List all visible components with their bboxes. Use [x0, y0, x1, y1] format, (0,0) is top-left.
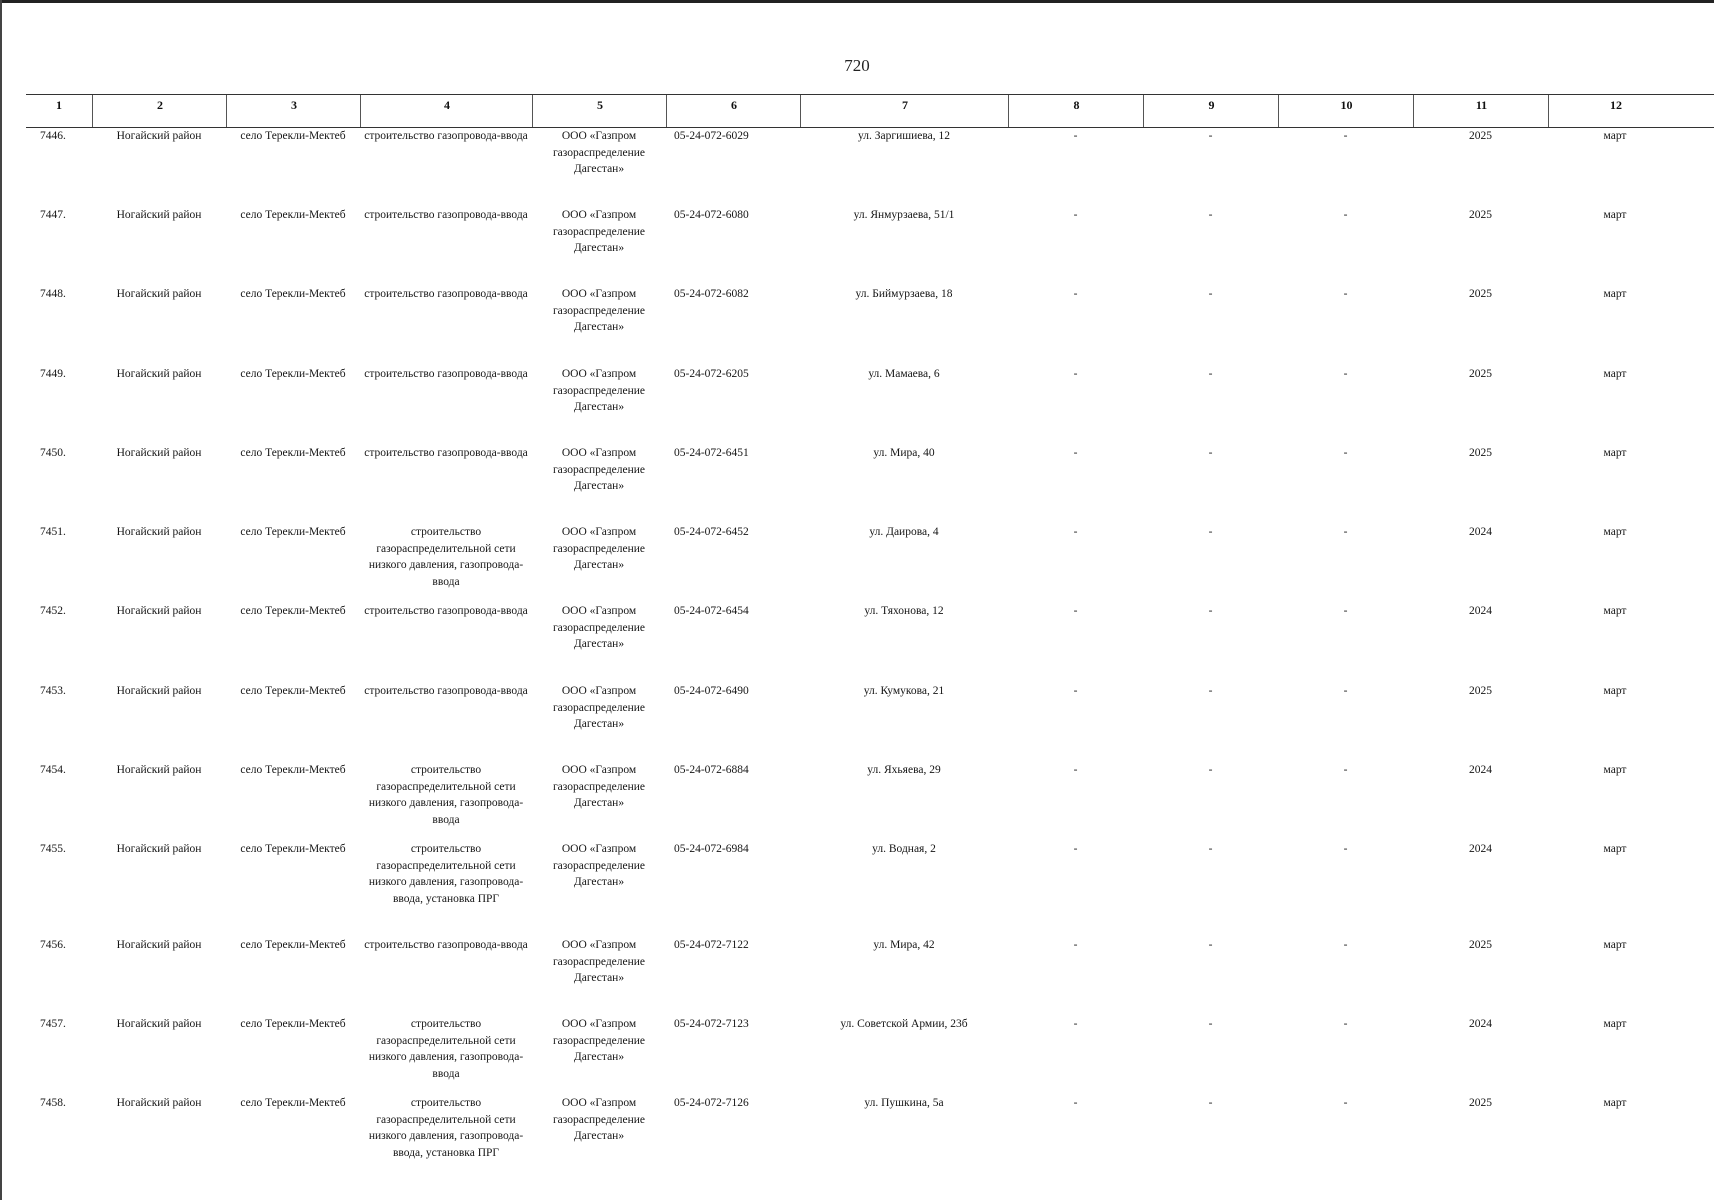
year-cell: 2025	[1469, 130, 1492, 142]
month-cell: март	[1603, 939, 1627, 951]
month-cell: март	[1603, 209, 1627, 221]
column-header-10: 10	[1278, 95, 1414, 127]
scan-edge-left	[0, 0, 2, 1200]
cadastral-code-cell: 05-24-072-6884	[674, 764, 749, 776]
cadastral-code-cell: 05-24-072-6490	[674, 685, 749, 697]
year-cell: 2025	[1469, 288, 1492, 300]
district-cell: Ногайский район	[116, 764, 202, 776]
row-number: 7457.	[40, 1018, 66, 1030]
row-number: 7455.	[40, 843, 66, 855]
cadastral-code-cell: 05-24-072-6205	[674, 368, 749, 380]
address-cell: ул. Мира, 40	[873, 447, 935, 459]
column8-cell: -	[1073, 1018, 1078, 1030]
row-number: 7456.	[40, 939, 66, 951]
cadastral-code-cell: 05-24-072-7122	[674, 939, 749, 951]
address-cell: ул. Советской Армии, 23б	[840, 1018, 968, 1030]
settlement-cell: село Терекли-Мектеб	[240, 288, 346, 300]
year-cell: 2024	[1469, 843, 1492, 855]
column8-cell: -	[1073, 605, 1078, 617]
address-cell: ул. Даирова, 4	[869, 526, 939, 538]
work-description-cell: строительство газопровода-ввода	[364, 447, 528, 459]
column-header-3: 3	[226, 95, 361, 127]
address-cell: ул. Кумукова, 21	[863, 685, 945, 697]
column8-cell: -	[1073, 209, 1078, 221]
work-description-cell: строительство газопровода-ввода	[364, 368, 528, 380]
column-header-11: 11	[1413, 95, 1549, 127]
table-header-row	[26, 94, 1714, 128]
column10-cell: -	[1343, 764, 1348, 776]
column8-cell: -	[1073, 368, 1078, 380]
month-cell: март	[1603, 605, 1627, 617]
column8-cell: -	[1073, 447, 1078, 459]
column8-cell: -	[1073, 130, 1078, 142]
month-cell: март	[1603, 447, 1627, 459]
year-cell: 2025	[1469, 209, 1492, 221]
cadastral-code-cell: 05-24-072-7126	[674, 1097, 749, 1109]
column-header-2: 2	[92, 95, 227, 127]
address-cell: ул. Биймурзаева, 18	[855, 288, 953, 300]
cadastral-code-cell: 05-24-072-6452	[674, 526, 749, 538]
column9-cell: -	[1208, 843, 1213, 855]
settlement-cell: село Терекли-Мектеб	[240, 1097, 346, 1109]
column9-cell: -	[1208, 288, 1213, 300]
cadastral-code-cell: 05-24-072-7123	[674, 1018, 749, 1030]
row-number: 7448.	[40, 288, 66, 300]
work-description-cell: строительство газопровода-ввода	[364, 130, 528, 142]
settlement-cell: село Терекли-Мектеб	[240, 368, 346, 380]
column10-cell: -	[1343, 209, 1348, 221]
address-cell: ул. Мира, 42	[873, 939, 935, 951]
district-cell: Ногайский район	[116, 605, 202, 617]
column-header-1: 1	[56, 98, 62, 112]
settlement-cell: село Терекли-Мектеб	[240, 939, 346, 951]
column8-cell: -	[1073, 939, 1078, 951]
work-description-cell: строительство газопровода-ввода	[364, 605, 528, 617]
row-number: 7458.	[40, 1097, 66, 1109]
district-cell: Ногайский район	[116, 130, 202, 142]
address-cell: ул. Тяхонова, 12	[864, 605, 944, 617]
column8-cell: -	[1073, 843, 1078, 855]
work-description-cell: строительство газопровода-ввода	[364, 685, 528, 697]
column-header-4: 4	[360, 95, 533, 127]
column10-cell: -	[1343, 939, 1348, 951]
settlement-cell: село Терекли-Мектеб	[240, 130, 346, 142]
work-description-cell: строительство газораспределительной сети низкого давления, газопровода-ввода, установка ПРГ	[368, 1097, 524, 1159]
company-cell: ООО «Газпром газораспределение Дагестан»	[552, 209, 646, 254]
district-cell: Ногайский район	[116, 939, 202, 951]
work-description-cell: строительство газопровода-ввода	[364, 939, 528, 951]
column-header-12: 12	[1548, 95, 1683, 127]
column8-cell: -	[1073, 526, 1078, 538]
column10-cell: -	[1343, 130, 1348, 142]
column9-cell: -	[1208, 1018, 1213, 1030]
district-cell: Ногайский район	[116, 368, 202, 380]
work-description-cell: строительство газораспределительной сети низкого давления, газопровода-ввода	[368, 764, 524, 826]
company-cell: ООО «Газпром газораспределение Дагестан»	[552, 764, 646, 809]
column8-cell: -	[1073, 764, 1078, 776]
settlement-cell: село Терекли-Мектеб	[240, 209, 346, 221]
company-cell: ООО «Газпром газораспределение Дагестан»	[552, 605, 646, 650]
month-cell: март	[1603, 526, 1627, 538]
company-cell: ООО «Газпром газораспределение Дагестан»	[552, 1018, 646, 1063]
company-cell: ООО «Газпром газораспределение Дагестан»	[552, 685, 646, 730]
year-cell: 2025	[1469, 685, 1492, 697]
scan-edge-top	[0, 0, 1714, 3]
district-cell: Ногайский район	[116, 209, 202, 221]
column10-cell: -	[1343, 1018, 1348, 1030]
year-cell: 2024	[1469, 764, 1492, 776]
column9-cell: -	[1208, 939, 1213, 951]
column8-cell: -	[1073, 685, 1078, 697]
column8-cell: -	[1073, 1097, 1078, 1109]
month-cell: март	[1603, 843, 1627, 855]
column8-cell: -	[1073, 288, 1078, 300]
company-cell: ООО «Газпром газораспределение Дагестан»	[552, 939, 646, 984]
district-cell: Ногайский район	[116, 1018, 202, 1030]
month-cell: март	[1603, 368, 1627, 380]
address-cell: ул. Заргишиева, 12	[858, 130, 950, 142]
cadastral-code-cell: 05-24-072-6029	[674, 130, 749, 142]
district-cell: Ногайский район	[116, 447, 202, 459]
column10-cell: -	[1343, 605, 1348, 617]
row-number: 7454.	[40, 764, 66, 776]
month-cell: март	[1603, 130, 1627, 142]
column-header-9: 9	[1143, 95, 1279, 127]
month-cell: март	[1603, 685, 1627, 697]
year-cell: 2025	[1469, 939, 1492, 951]
column9-cell: -	[1208, 130, 1213, 142]
column10-cell: -	[1343, 368, 1348, 380]
year-cell: 2025	[1469, 368, 1492, 380]
month-cell: март	[1603, 764, 1627, 776]
column10-cell: -	[1343, 288, 1348, 300]
work-description-cell: строительство газораспределительной сети низкого давления, газопровода-ввода	[368, 1018, 524, 1080]
settlement-cell: село Терекли-Мектеб	[240, 843, 346, 855]
column10-cell: -	[1343, 843, 1348, 855]
column10-cell: -	[1343, 526, 1348, 538]
column10-cell: -	[1343, 685, 1348, 697]
company-cell: ООО «Газпром газораспределение Дагестан»	[552, 843, 646, 888]
district-cell: Ногайский район	[116, 685, 202, 697]
company-cell: ООО «Газпром газораспределение Дагестан»	[552, 130, 646, 175]
year-cell: 2024	[1469, 605, 1492, 617]
district-cell: Ногайский район	[116, 288, 202, 300]
row-number: 7451.	[40, 526, 66, 538]
column-header-8: 8	[1008, 95, 1144, 127]
column9-cell: -	[1208, 685, 1213, 697]
work-description-cell: строительство газопровода-ввода	[364, 288, 528, 300]
company-cell: ООО «Газпром газораспределение Дагестан»	[552, 447, 646, 492]
cadastral-code-cell: 05-24-072-6984	[674, 843, 749, 855]
district-cell: Ногайский район	[116, 526, 202, 538]
year-cell: 2025	[1469, 447, 1492, 459]
row-number: 7447.	[40, 209, 66, 221]
column9-cell: -	[1208, 605, 1213, 617]
company-cell: ООО «Газпром газораспределение Дагестан»	[552, 288, 646, 333]
year-cell: 2024	[1469, 1018, 1492, 1030]
address-cell: ул. Водная, 2	[872, 843, 936, 855]
column-header-5: 5	[532, 95, 667, 127]
column-header-6: 6	[666, 95, 801, 127]
cadastral-code-cell: 05-24-072-6082	[674, 288, 749, 300]
work-description-cell: строительство газопровода-ввода	[364, 209, 528, 221]
address-cell: ул. Пушкина, 5а	[864, 1097, 944, 1109]
column9-cell: -	[1208, 526, 1213, 538]
month-cell: март	[1603, 1018, 1627, 1030]
row-number: 7450.	[40, 447, 66, 459]
column9-cell: -	[1208, 368, 1213, 380]
work-description-cell: строительство газораспределительной сети низкого давления, газопровода-ввода, установка ПРГ	[368, 843, 524, 905]
year-cell: 2025	[1469, 1097, 1492, 1109]
district-cell: Ногайский район	[116, 1097, 202, 1109]
row-number: 7452.	[40, 605, 66, 617]
column10-cell: -	[1343, 1097, 1348, 1109]
company-cell: ООО «Газпром газораспределение Дагестан»	[552, 526, 646, 571]
column9-cell: -	[1208, 447, 1213, 459]
month-cell: март	[1603, 288, 1627, 300]
column-header-7: 7	[800, 95, 1009, 127]
settlement-cell: село Терекли-Мектеб	[240, 526, 346, 538]
company-cell: ООО «Газпром газораспределение Дагестан»	[552, 368, 646, 413]
company-cell: ООО «Газпром газораспределение Дагестан»	[552, 1097, 646, 1142]
year-cell: 2024	[1469, 526, 1492, 538]
row-number: 7453.	[40, 685, 66, 697]
column9-cell: -	[1208, 209, 1213, 221]
address-cell: ул. Янмурзаева, 51/1	[853, 209, 955, 221]
column9-cell: -	[1208, 1097, 1213, 1109]
month-cell: март	[1603, 1097, 1627, 1109]
column10-cell: -	[1343, 447, 1348, 459]
work-description-cell: строительство газораспределительной сети низкого давления, газопровода-ввода	[368, 526, 524, 588]
row-number: 7446.	[40, 130, 66, 142]
address-cell: ул. Яхьяева, 29	[867, 764, 941, 776]
settlement-cell: село Терекли-Мектеб	[240, 605, 346, 617]
district-cell: Ногайский район	[116, 843, 202, 855]
cadastral-code-cell: 05-24-072-6080	[674, 209, 749, 221]
cadastral-code-cell: 05-24-072-6451	[674, 447, 749, 459]
settlement-cell: село Терекли-Мектеб	[240, 764, 346, 776]
settlement-cell: село Терекли-Мектеб	[240, 685, 346, 697]
page-number: 720	[844, 56, 870, 75]
settlement-cell: село Терекли-Мектеб	[240, 447, 346, 459]
settlement-cell: село Терекли-Мектеб	[240, 1018, 346, 1030]
row-number: 7449.	[40, 368, 66, 380]
address-cell: ул. Мамаева, 6	[868, 368, 940, 380]
column9-cell: -	[1208, 764, 1213, 776]
cadastral-code-cell: 05-24-072-6454	[674, 605, 749, 617]
